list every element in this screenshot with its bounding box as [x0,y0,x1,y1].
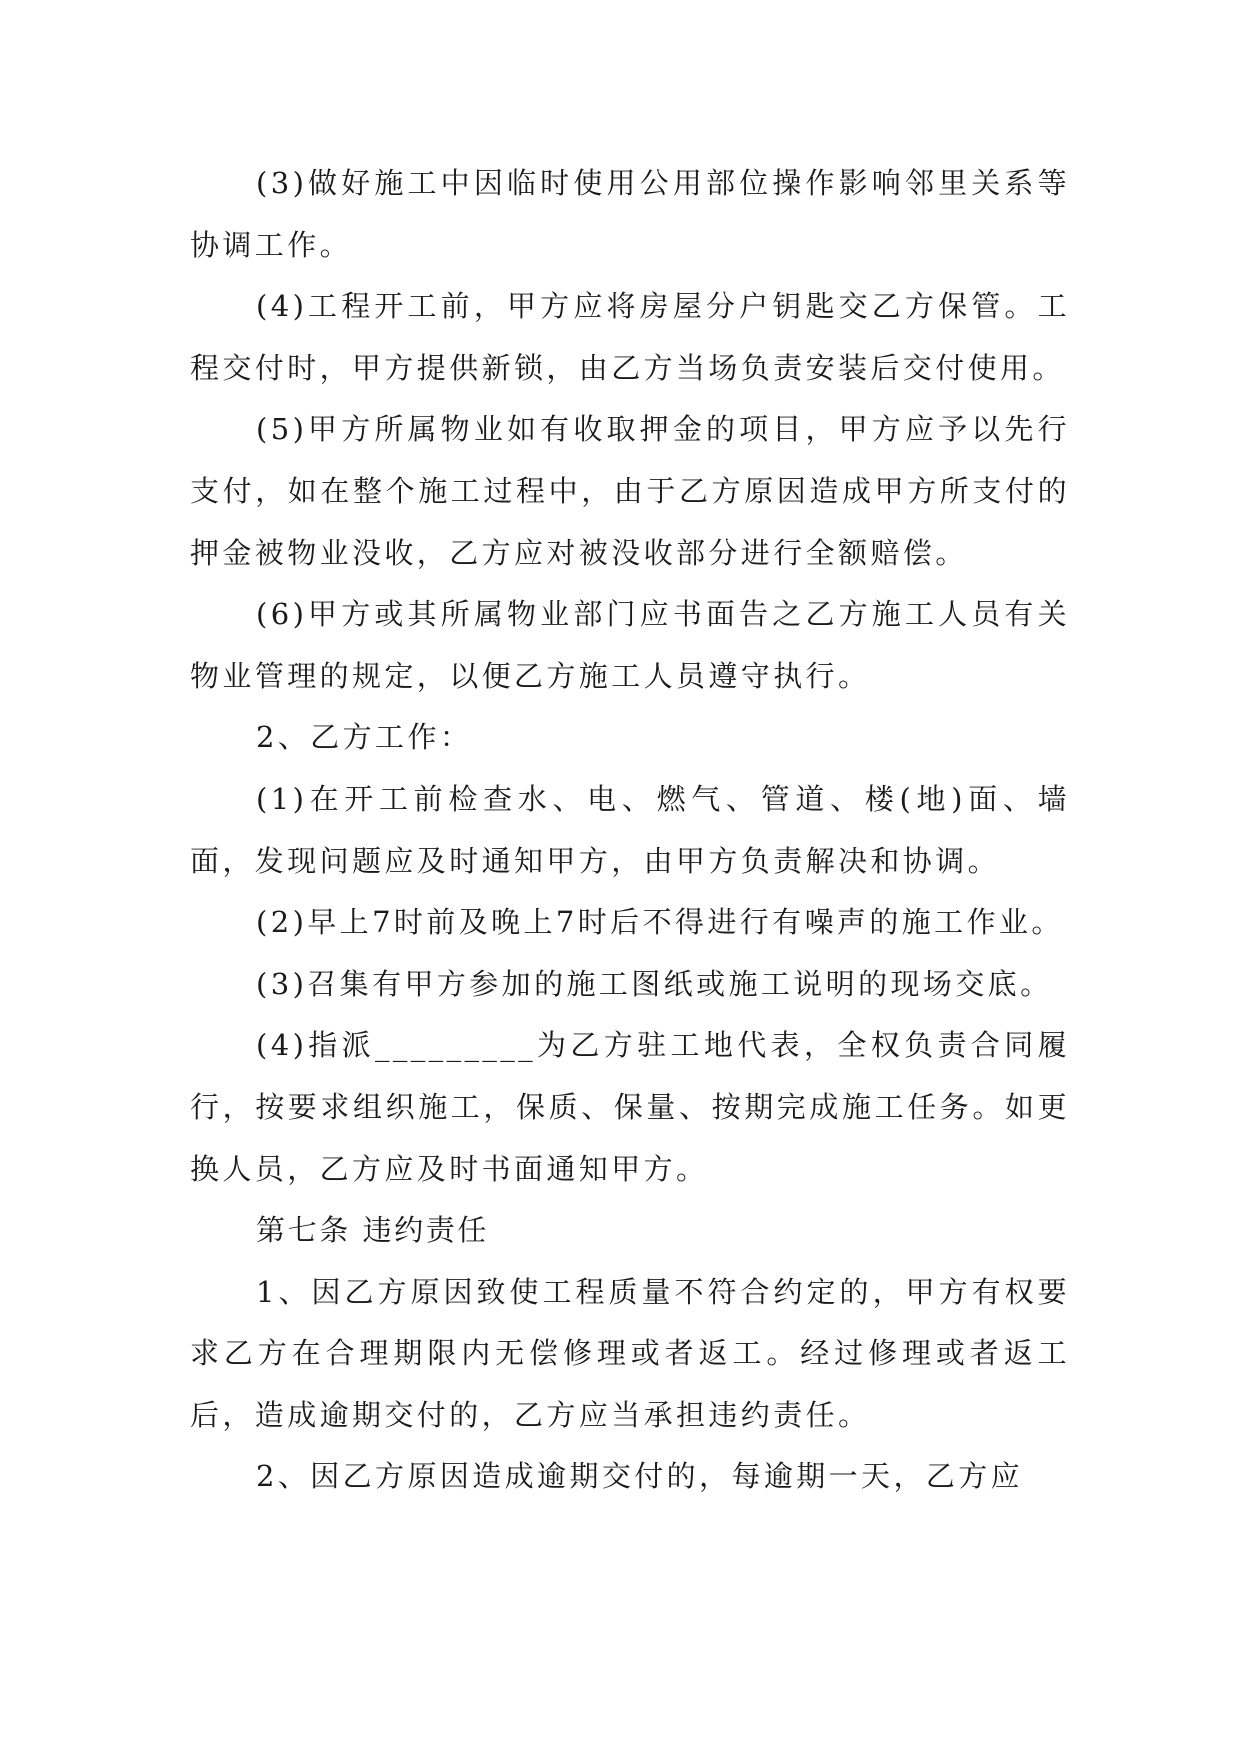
clause-site-briefing: (3)召集有甲方参加的施工图纸或施工说明的现场交底。 [256,966,1053,1001]
section-party-b-work: 2、乙方工作： [256,720,473,755]
clause-site-representative: (4)指派_________为乙方驻工地代表，全权负责合同履行，按要求组织施工，保质、保量、按期完成施工任务。如更换人员，乙方应及时书面通知甲方。 [190,1028,1070,1186]
clause-delay-breach: 2、因乙方原因造成逾期交付的，每逾期一天，乙方应 [256,1459,1024,1494]
clause-property-rules: (6)甲方或其所属物业部门应书面告之乙方施工人员有关物业管理的规定，以便乙方施工人员遵守执行。 [190,597,1070,693]
clause-quality-breach: 1、因乙方原因致使工程质量不符合约定的，甲方有权要求乙方在合理期限内无偿修理或者返工。经过修理或者返工后，造成逾期交付的，乙方应当承担违约责任。 [190,1274,1070,1432]
clause-noise-hours: (2)早上7时前及晚上7时后不得进行有噪声的施工作业。 [256,905,1064,940]
article-7-heading: 第七条 违约责任 [256,1213,490,1248]
clause-site-inspection: (1)在开工前检查水、电、燃气、管道、楼(地)面、墙面，发现问题应及时通知甲方，由甲方负责解决和协调。 [190,781,1070,878]
clause-public-parts-coordination: (3)做好施工中因临时使用公用部位操作影响邻里关系等协调工作。 [190,166,1070,262]
clause-property-deposit: (5)甲方所属物业如有收取押金的项目，甲方应予以先行支付，如在整个施工过程中，由于乙方原因造成甲方所支付的押金被物业没收，乙方应对被没收部分进行全额赔偿。 [190,412,1070,570]
clause-house-keys: (4)工程开工前，甲方应将房屋分户钥匙交乙方保管。工程交付时，甲方提供新锁，由乙方当场负责安装后交付使用。 [190,289,1070,385]
contract-body [190,153,1070,1508]
